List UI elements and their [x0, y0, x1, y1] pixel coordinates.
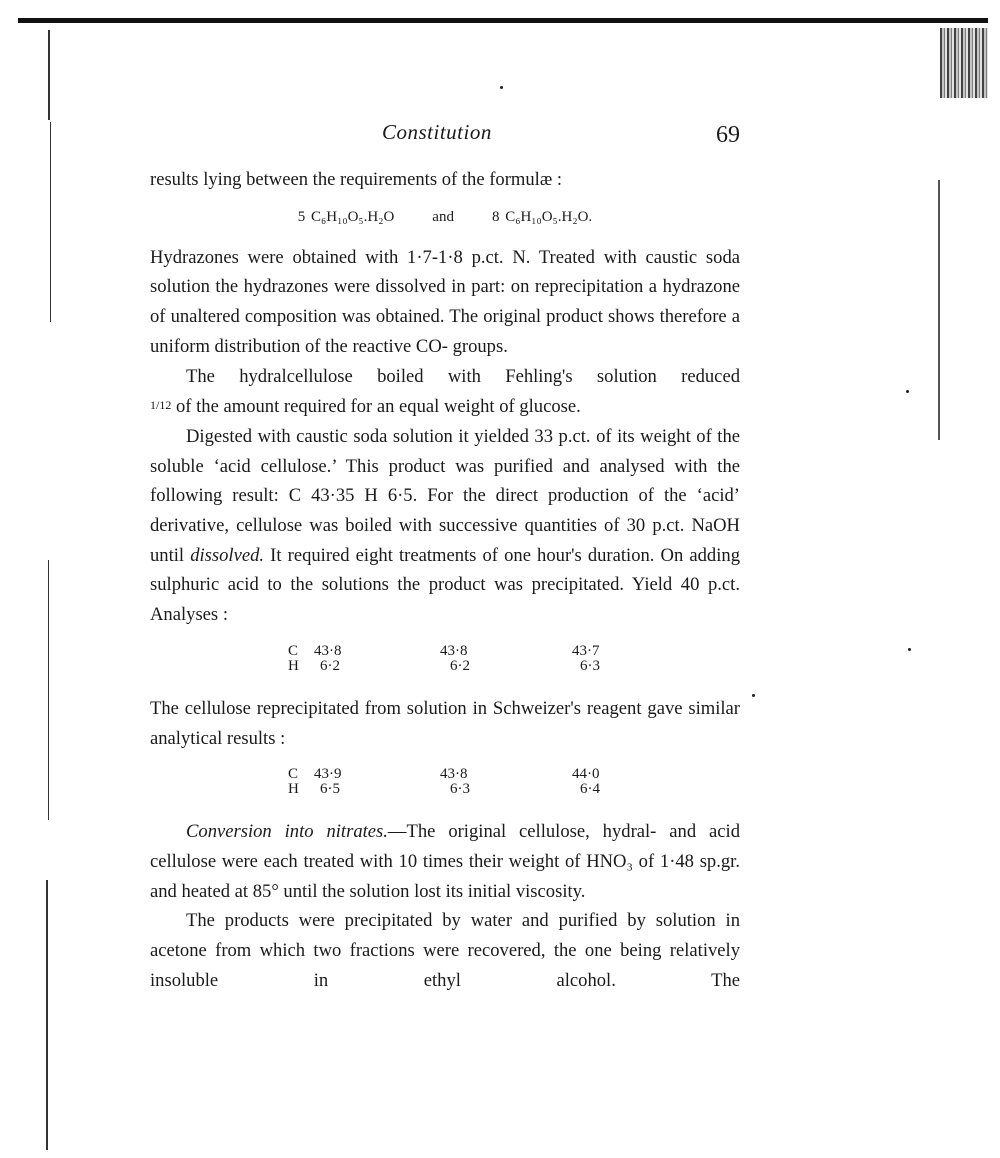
italic-text: dissolved. [190, 544, 265, 566]
scan-left-edge-mark [46, 880, 48, 1150]
table-cell: 6·2 [320, 657, 340, 674]
paragraph: Hydrazones were obtained with 1·7-1·8 p.ct. N. Treated with caustic soda solution the hydrazones were dissolved in part: on reprecipitation a hydrazone of unaltered composition was obtained. The original product shows therefore a uniform distribution of the reactive CO- groups. [150, 246, 740, 357]
page-number: 69 [716, 122, 740, 148]
scan-right-edge [940, 28, 988, 98]
running-head: Constitution [382, 120, 492, 144]
analysis-table [288, 767, 640, 797]
paragraph-text: The original cellulose, hydral- and acid cellulose were each treated with 10 times their weight of HNO₃ of 1·48 sp.gr. and heated at 85° until the solution lost its initial viscosity. [150, 821, 740, 902]
scan-right-margin-mark [938, 180, 940, 440]
scan-left-edge-mark [48, 30, 50, 120]
paragraph [150, 817, 740, 906]
paragraph: results lying between the requirements of the formulæ : [150, 169, 563, 190]
analysis-table [288, 644, 640, 674]
scan-speck [752, 694, 755, 697]
element-label: C [288, 642, 299, 659]
paragraph-text: Digested with caustic soda solution it yielded 33 p.ct. of its weight of the soluble ‘acid cellulose.’ This product was purified and analysed with the following result: C 43·35 H 6·5. For the direct production of the ‘acid’ derivative, cellulose was boiled with successive quantities of 30 p.ct. NaOH until [150, 425, 740, 566]
formula-left: 5 C₆H₁₀O₅.H₂O [297, 208, 395, 225]
scan-speck [908, 648, 911, 651]
paragraph-line: The hydralcellulose boiled with Fehling's solution reduced [186, 365, 740, 387]
element-label: H [288, 781, 299, 798]
table-row [288, 659, 640, 674]
table-cell: 6·3 [450, 781, 470, 798]
table-cell: 6·4 [580, 781, 600, 798]
table-cell: 44·0 [572, 766, 600, 783]
table-cell: 6·2 [450, 657, 470, 674]
section-heading: Conversion into nitrates. [186, 821, 388, 843]
paragraph: The products were precipitated by water and purified by solution in acetone from which two fractions were recovered, the one being relatively insoluble in ethyl alcohol. The [150, 910, 740, 991]
table-row [288, 782, 640, 797]
table-cell: 6·3 [580, 657, 600, 674]
table-row [288, 767, 640, 782]
table-cell: 43·7 [572, 642, 600, 659]
table-cell: 43·9 [314, 766, 342, 783]
scan-speck [906, 390, 909, 393]
formula-right: 8 C₆H₁₀O₅.H₂O. [491, 208, 593, 225]
fraction: 1/12 [150, 398, 172, 413]
paragraph-text: of the amount required for an equal weight of glucose. [176, 396, 581, 418]
table-row [288, 644, 640, 659]
table-cell: 43·8 [314, 642, 342, 659]
paragraph [150, 391, 740, 422]
table-cell: 43·8 [440, 766, 468, 783]
scan-top-border [18, 18, 988, 23]
formula [150, 205, 740, 229]
paragraph [150, 422, 740, 630]
element-label: C [288, 766, 299, 783]
scan-left-edge-mark [50, 122, 51, 322]
element-label: H [288, 657, 299, 674]
table-cell: 43·8 [440, 642, 468, 659]
scan-speck [500, 86, 503, 89]
scan-left-edge-mark [48, 560, 49, 820]
page-body [150, 165, 740, 995]
paragraph: The cellulose reprecipitated from solution in Schweizer's reagent gave similar analytical results : [150, 697, 740, 749]
em-dash: — [387, 821, 407, 843]
paragraph-text: It required eight treatments of one hour's duration. On adding sulphuric acid to the solutions the product was precipitated. Yield 40 p.ct. Analyses : [150, 544, 740, 626]
formula-conjunction: and [432, 208, 454, 225]
table-cell: 6·5 [320, 781, 340, 798]
page-header [150, 118, 740, 152]
